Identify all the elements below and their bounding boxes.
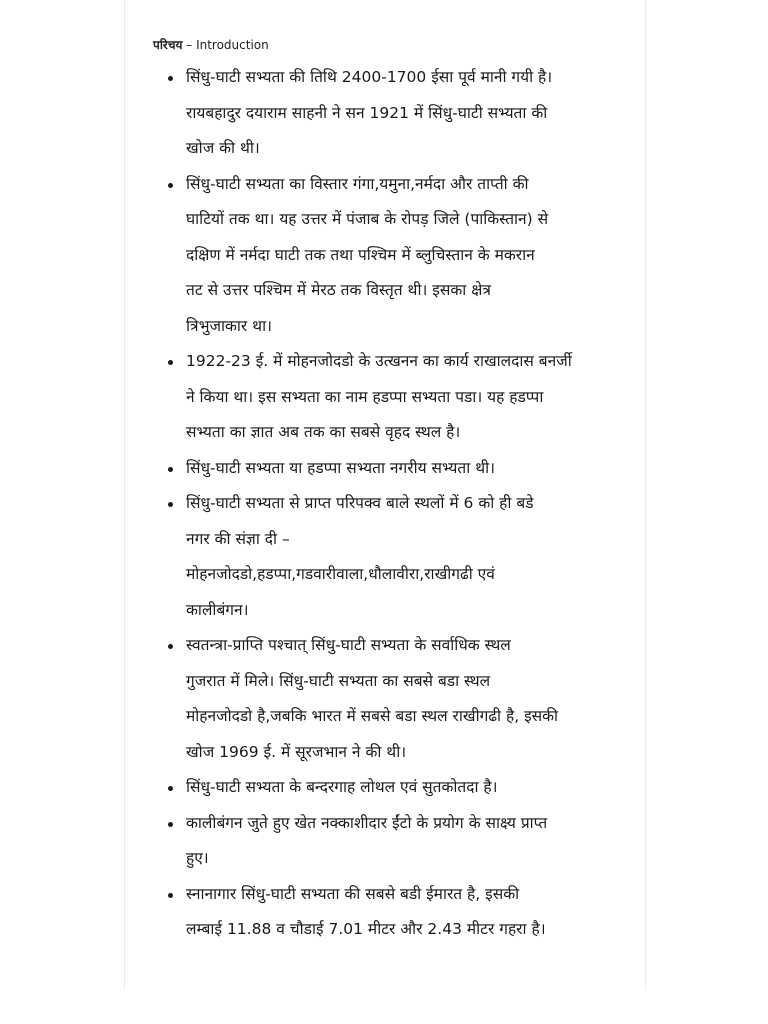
list-item [166,770,616,806]
list-item [166,628,616,770]
list-item-line: हुए। [186,849,209,867]
list-item-line: गुजरात में मिले। सिंधु-घाटी सभ्यता का सबसे बडा स्थल [186,671,491,690]
list-item-line: सिंधु-घाटी सभ्यता का विस्तार गंगा,यमुना,नर्मदा और ताप्ती की [186,174,529,193]
list-item-line: त्रिभुजाकार था। [186,316,272,335]
heading-separator: – [182,38,197,52]
list-item-line: 1922-23 ई. में मोहनजोदडो के उत्खनन का कार्य राखालदास बनर्जी [186,352,572,370]
list-item [166,60,616,167]
list-item-line: ने किया था। इस सभ्यता का नाम हडप्पा सभ्यता पडा। यह हडप्पा [186,387,544,406]
list-item-line: मोहनजोदडो है,जबकि भारत में सबसे बडा स्थल राखीगढी है, इसकी [186,707,559,725]
list-item-line: तट से उत्तर पश्चिम में मेरठ तक विस्तृत थी। इसका क्षेत्र [186,281,491,299]
list-item-line: लम्बाई 11.88 व चौडाई 7.01 मीटर और 2.43 मीटर गहरा है। [186,920,546,938]
list-item-line: खोज 1969 ई. में सूरजभान ने की थी। [186,742,407,761]
list-item-line: सिंधु-घाटी सभ्यता के बन्दरगाह लोथल एवं सुतकोतदा है। [186,778,498,796]
list-item-line: घाटियों तक था। यह उत्तर में पंजाब के रोपड़ जिले (पाकिस्तान) से [186,210,549,228]
list-item [166,451,616,487]
heading-hindi: परिचय [153,38,183,52]
list-item-line: कालीबंगन। [186,600,249,619]
list-item [166,486,616,628]
list-item-line: स्नानागार सिंधु-घाटी सभ्यता की सबसे बडी ईमारत है, इसकी [186,884,520,903]
list-item-line: दक्षिण में नर्मदा घाटी तक तथा पश्चिम में ब्लुचिस्तान के मकरान [186,245,535,264]
list-item-line: सिंधु-घाटी सभ्यता से प्राप्त परिपक्व बाले स्थलों में 6 को ही बडे [186,494,534,512]
list-item [166,344,616,451]
list-item [166,167,616,345]
list-item-line: नगर की संज्ञा दी – [186,529,290,548]
list-item-line: सिंधु-घाटी सभ्यता की तिथि 2400-1700 ईसा पूर्व मानी गयी है। [186,68,553,86]
list-item-line: स्वतन्त्रा-प्राप्ति पश्चात् सिंधु-घाटी सभ्यता के सर्वाधिक स्थल [186,636,511,654]
list-item-line: खोज की थी। [186,139,260,157]
list-item-line: सभ्यता का ज्ञात अब तक का सबसे वृहद स्थल है। [186,423,461,441]
list-item-line: सिंधु-घाटी सभ्यता या हडप्पा सभ्यता नगरीय सभ्यता थी। [186,458,495,477]
heading-english: Introduction [196,38,269,52]
section-heading [153,37,269,53]
list-item-line: कालीबंगन जुते हुए खेत नक्काशीदार ईंटो के प्रयोग के साक्ष्य प्राप्त [186,813,548,832]
list-item [166,806,616,877]
list-item-line: मोहनजोदडो,हडप्पा,गडवारीवाला,धौलावीरा,राखीगढी एवं [186,565,495,583]
list-item-line: रायबहादुर दयाराम साहनी ने सन 1921 में सिंधु-घाटी सभ्यता की [186,103,548,122]
list-item [166,877,616,948]
fact-list [166,60,616,948]
